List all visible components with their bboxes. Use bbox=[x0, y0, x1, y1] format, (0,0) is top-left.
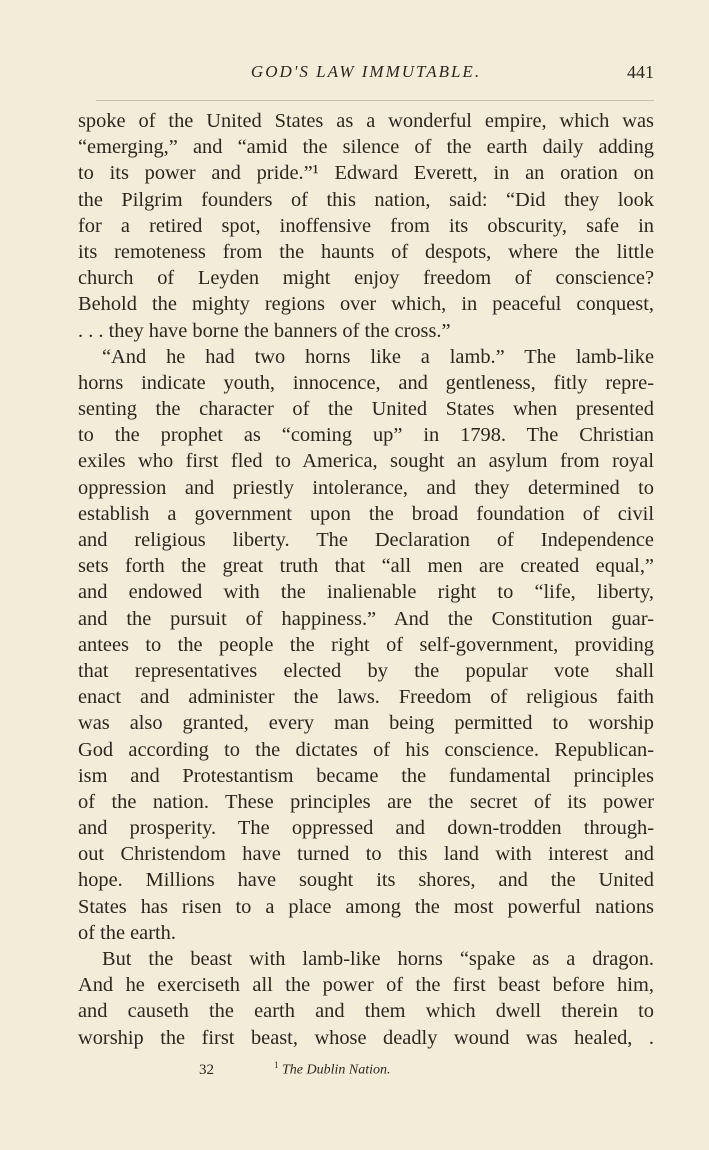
text-line: States has risen to a place among the most powerful nations bbox=[78, 895, 654, 918]
text-line: . . . they have borne the banners of the cross.” bbox=[78, 319, 451, 342]
page-number: 441 bbox=[627, 62, 654, 82]
text-line: hope. Millions have sought its shores, and the United bbox=[78, 869, 654, 892]
text-line: of the nation. These principles are the secret of its power bbox=[78, 790, 654, 813]
running-title: GOD'S LAW IMMUTABLE. bbox=[250, 62, 482, 81]
text-line: that representatives elected by the popular vote shall bbox=[78, 659, 654, 682]
text-line: But the beast with lamb-like horns “spake as a dragon. bbox=[102, 948, 654, 970]
text-line: and endowed with the inalienable right to “life, liberty, bbox=[78, 581, 654, 604]
footnote-text: The Dublin Nation. bbox=[282, 1062, 391, 1078]
text-line: horns indicate youth, innocence, and gentleness, fitly repre- bbox=[78, 371, 654, 394]
text-line: spoke of the United States as a wonderful empire, which was bbox=[78, 110, 654, 132]
header-rule bbox=[96, 100, 654, 101]
text-line: “emerging,” and “amid the silence of the earth daily adding bbox=[78, 136, 654, 159]
text-line: and religious liberty. The Declaration of Independence bbox=[78, 529, 654, 551]
text-line: “And he had two horns like a lamb.” The lamb-like bbox=[102, 345, 654, 368]
text-line: the Pilgrim founders of this nation, said: “Did they look bbox=[78, 188, 654, 211]
text-line: out Christendom have turned to this land with interest and bbox=[78, 843, 654, 866]
text-line: and causeth the earth and them which dwell therein to bbox=[78, 1000, 654, 1023]
footnote-marker: 1 bbox=[274, 1060, 279, 1070]
text-line: antees to the people the right of self-government, providing bbox=[78, 633, 654, 656]
text-line: to the prophet as “coming up” in 1798. The Christian bbox=[78, 424, 654, 447]
body-text bbox=[78, 108, 654, 1051]
text-line: its remoteness from the haunts of despots, where the little bbox=[78, 240, 654, 263]
page-header bbox=[78, 62, 654, 90]
text-line: and the pursuit of happiness.” And the Constitution guar- bbox=[78, 607, 654, 630]
footnote bbox=[274, 1060, 391, 1079]
page-footer bbox=[0, 1060, 709, 1090]
text-line: was also granted, every man being permitted to worship bbox=[78, 712, 654, 735]
text-line: enact and administer the laws. Freedom of religious faith bbox=[78, 686, 654, 709]
text-line: And he exerciseth all the power of the first beast before him, bbox=[78, 974, 654, 997]
text-line: Behold the mighty regions over which, in peaceful conquest, bbox=[78, 293, 654, 316]
text-line: and prosperity. The oppressed and down-trodden through- bbox=[78, 817, 654, 840]
text-line: to its power and pride.”¹ Edward Everett, in an oration on bbox=[78, 162, 654, 185]
text-line: of the earth. bbox=[78, 921, 176, 944]
text-line: sets forth the great truth that “all men are created equal,” bbox=[78, 555, 654, 578]
text-line: establish a government upon the broad foundation of civil bbox=[78, 502, 654, 525]
text-line: ism and Protestantism became the fundamental principles bbox=[78, 764, 654, 787]
text-line: God according to the dictates of his conscience. Republican- bbox=[78, 738, 654, 761]
text-line: worship the first beast, whose deadly wound was healed, . bbox=[78, 1026, 654, 1049]
text-line: church of Leyden might enjoy freedom of conscience? bbox=[78, 267, 654, 290]
text-line: exiles who first fled to America, sought an asylum from royal bbox=[78, 450, 654, 473]
text-line: for a retired spot, inoffensive from its obscurity, safe in bbox=[78, 214, 654, 237]
text-line: senting the character of the United States when presented bbox=[78, 398, 654, 421]
signature-mark: 32 bbox=[199, 1062, 214, 1078]
text-line: oppression and priestly intolerance, and they determined to bbox=[78, 476, 654, 499]
